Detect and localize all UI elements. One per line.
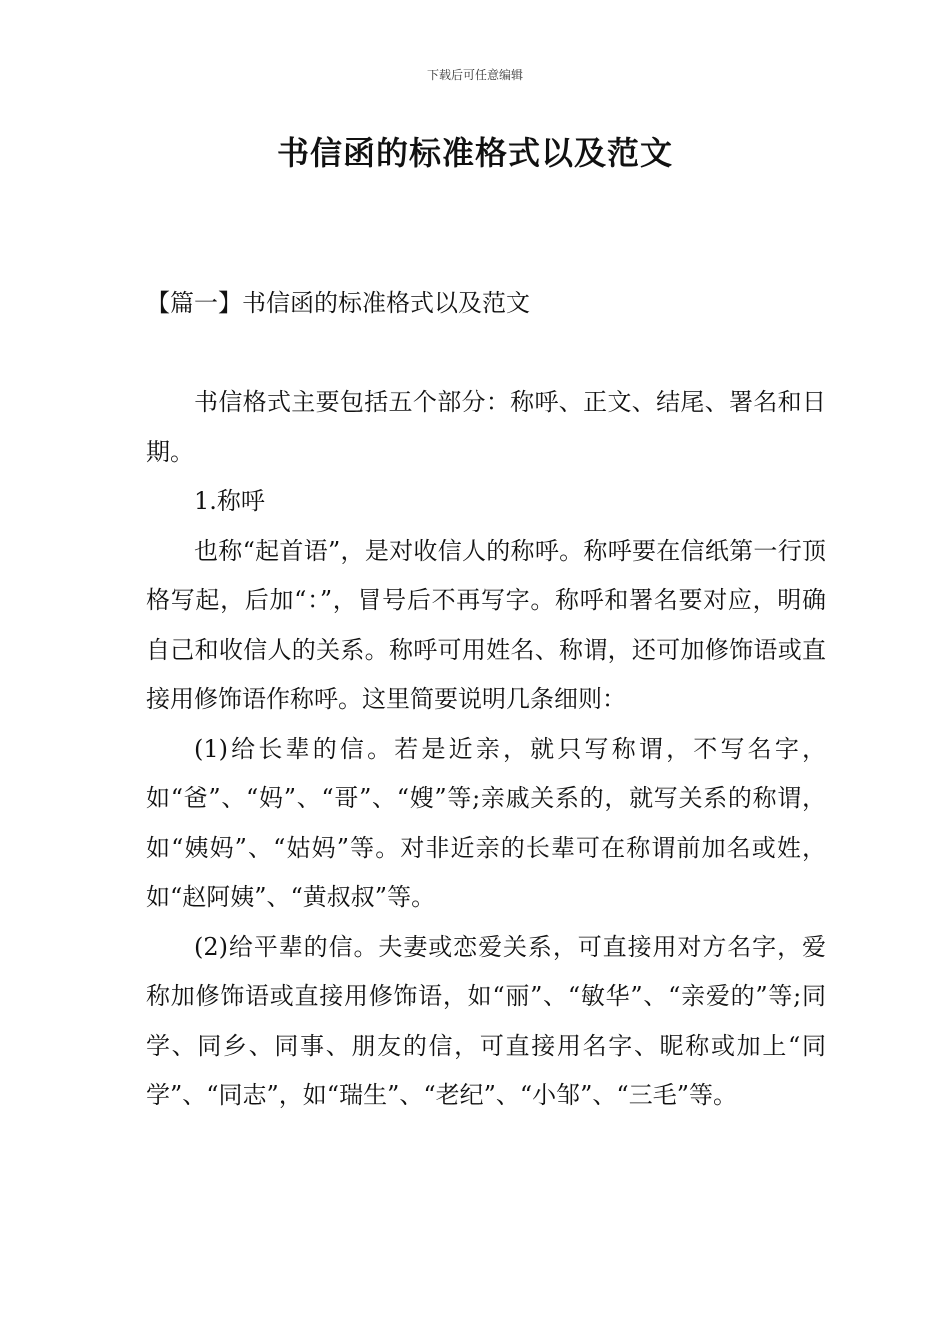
paragraph-peers-letter: (2)给平辈的信。夫妻或恋爱关系，可直接用对方名字，爱称加修饰语或直接用修饰语，如“丽”、“敏华”、“亲爱的”等;同学、同乡、同事、朋友的信，可直接用名字、昵称或加上“同学”、“同志”，如“瑞生”、“老纪”、“小邹”、“三毛”等。 [146, 932, 826, 1109]
section-heading: 【篇一】书信函的标准格式以及范文 [146, 289, 530, 317]
paragraph-subheading-salutation: 1.称呼 [194, 487, 265, 515]
document-title: 书信函的标准格式以及范文 [276, 134, 673, 172]
paragraph-intro: 书信格式主要包括五个部分：称呼、正文、结尾、署名和日期。 [146, 388, 826, 466]
header-note: 下载后可任意编辑 [426, 68, 523, 82]
paragraph-elders-letter: (1)给长辈的信。若是近亲，就只写称谓，不写名字，如“爸”、“妈”、“哥”、“嫂”等;亲戚关系的，就写关系的称谓，如“姨妈”、“姑妈”等。对非近亲的长辈可在称谓前加名或姓，如“赵阿姨”、“黄叔叔”等。 [146, 734, 826, 911]
paragraph-salutation-description: 也称“起首语”，是对收信人的称呼。称呼要在信纸第一行顶格写起，后加“：”，冒号后不再写字。称呼和署名要对应，明确自己和收信人的关系。称呼可用姓名、称谓，还可加修饰语或直接用修饰语作称呼。这里简要说明几条细则： [146, 536, 826, 713]
document-body [146, 378, 826, 1121]
